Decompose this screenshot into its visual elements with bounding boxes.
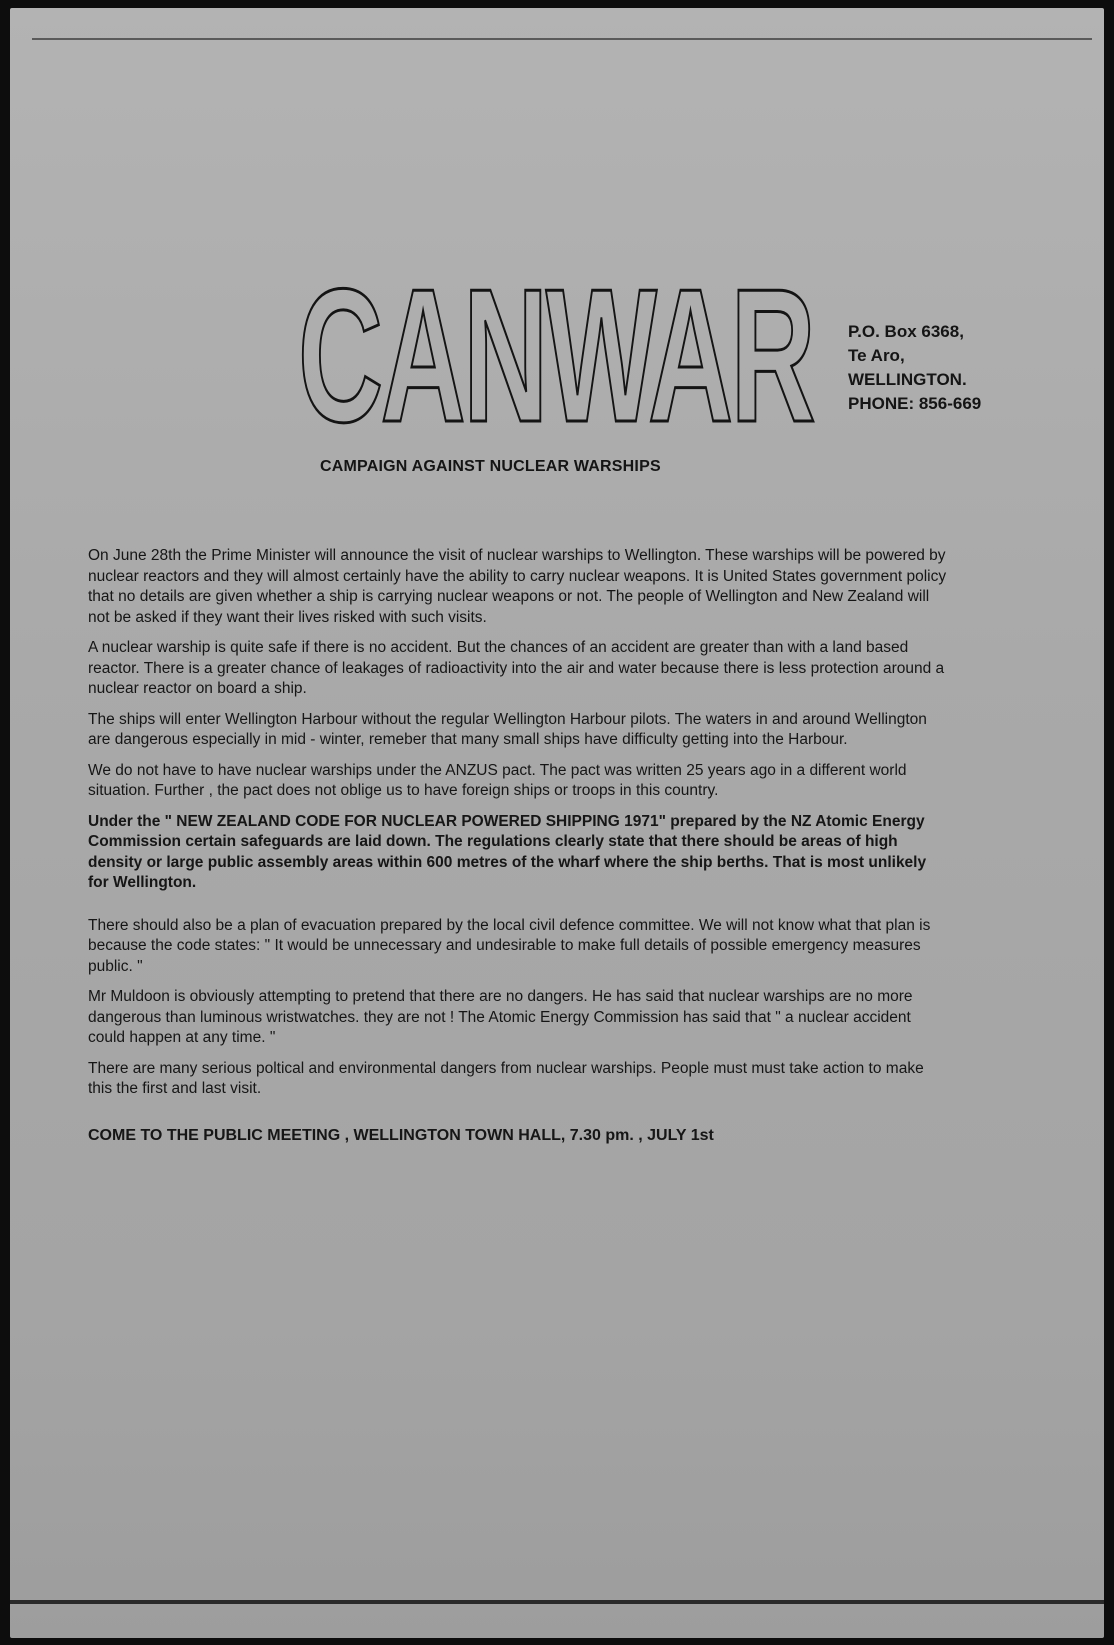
paragraph-harbour: The ships will enter Wellington Harbour without the regular Wellington Harbour pilots. The waters in and around Wellington are dangerous especially in mid - winter, remeber that many small ships have difficulty getting into the Harbour. [88,710,927,748]
paragraph-announcement: On June 28th the Prime Minister will announce the visit of nuclear warships to Wellington. These warships will be powered by nuclear reactors and they will almost certainly have the ability to carry nuclear weapons. It is United States government policy that no details are given whether a ship is carrying nuclear weapons or not. The people of Wellington and New Zealand will not be asked if they want their lives risked with such visits. [88,547,947,626]
flyer-body [88,546,948,1156]
public-meeting-call: COME TO THE PUBLIC MEETING , WELLINGTON TOWN HALL, 7.30 pm. , JULY 1st [88,1126,714,1144]
organization-subtitle: CAMPAIGN AGAINST NUCLEAR WARSHIPS [320,458,661,475]
address-line: P.O. Box 6368, [848,322,964,341]
bottom-rule [10,1600,1104,1604]
phone-line: PHONE: 856-669 [848,394,982,413]
flyer-sheet [10,8,1104,1638]
paragraph-muldoon: Mr Muldoon is obviously attempting to pretend that there are no dangers. He has said that nuclear warships are no more dangerous than luminous wristwatches. they are not ! The Atomic Energy Commission has said that " a nuclear accident could happen at any time. " [88,988,913,1046]
address-line: Te Aro, [848,346,905,365]
paragraph-anzus: We do not have to have nuclear warships under the ANZUS pact. The pact was written 25 years ago in a different world situation. Further , the pact does not oblige us to have foreign ships or troops in this country. [88,761,907,799]
paragraph-code: Under the " NEW ZEALAND CODE FOR NUCLEAR POWERED SHIPPING 1971" prepared by the NZ Atomic Energy Commission certain safeguards are laid down. The regulations clearly state that there should be areas of high density or large public assembly areas within 600 metres of the wharf where the ship berths. That is most unlikely for Wellington. [88,812,927,891]
contact-address [848,320,981,416]
canwar-logo: CANWAR [298,250,814,462]
top-rule [32,38,1092,40]
paragraph-accident-risk: A nuclear warship is quite safe if there is no accident. But the chances of an accident are greater than with a land based reactor. There is a greater chance of leakages of radioactivity into the air and water because there is less protection around a nuclear reactor on board a ship. [88,639,945,697]
paragraph-evacuation: There should also be a plan of evacuation prepared by the local civil defence committee. We will not know what that plan is because the code states: " It would be unnecessary and undesirable to make full details of possible emergency measures public. " [88,916,931,975]
paragraph-dangers: There are many serious poltical and environmental dangers from nuclear warships. People must must take action to make this the first and last visit. [88,1059,924,1097]
address-line: WELLINGTON. [848,370,967,389]
